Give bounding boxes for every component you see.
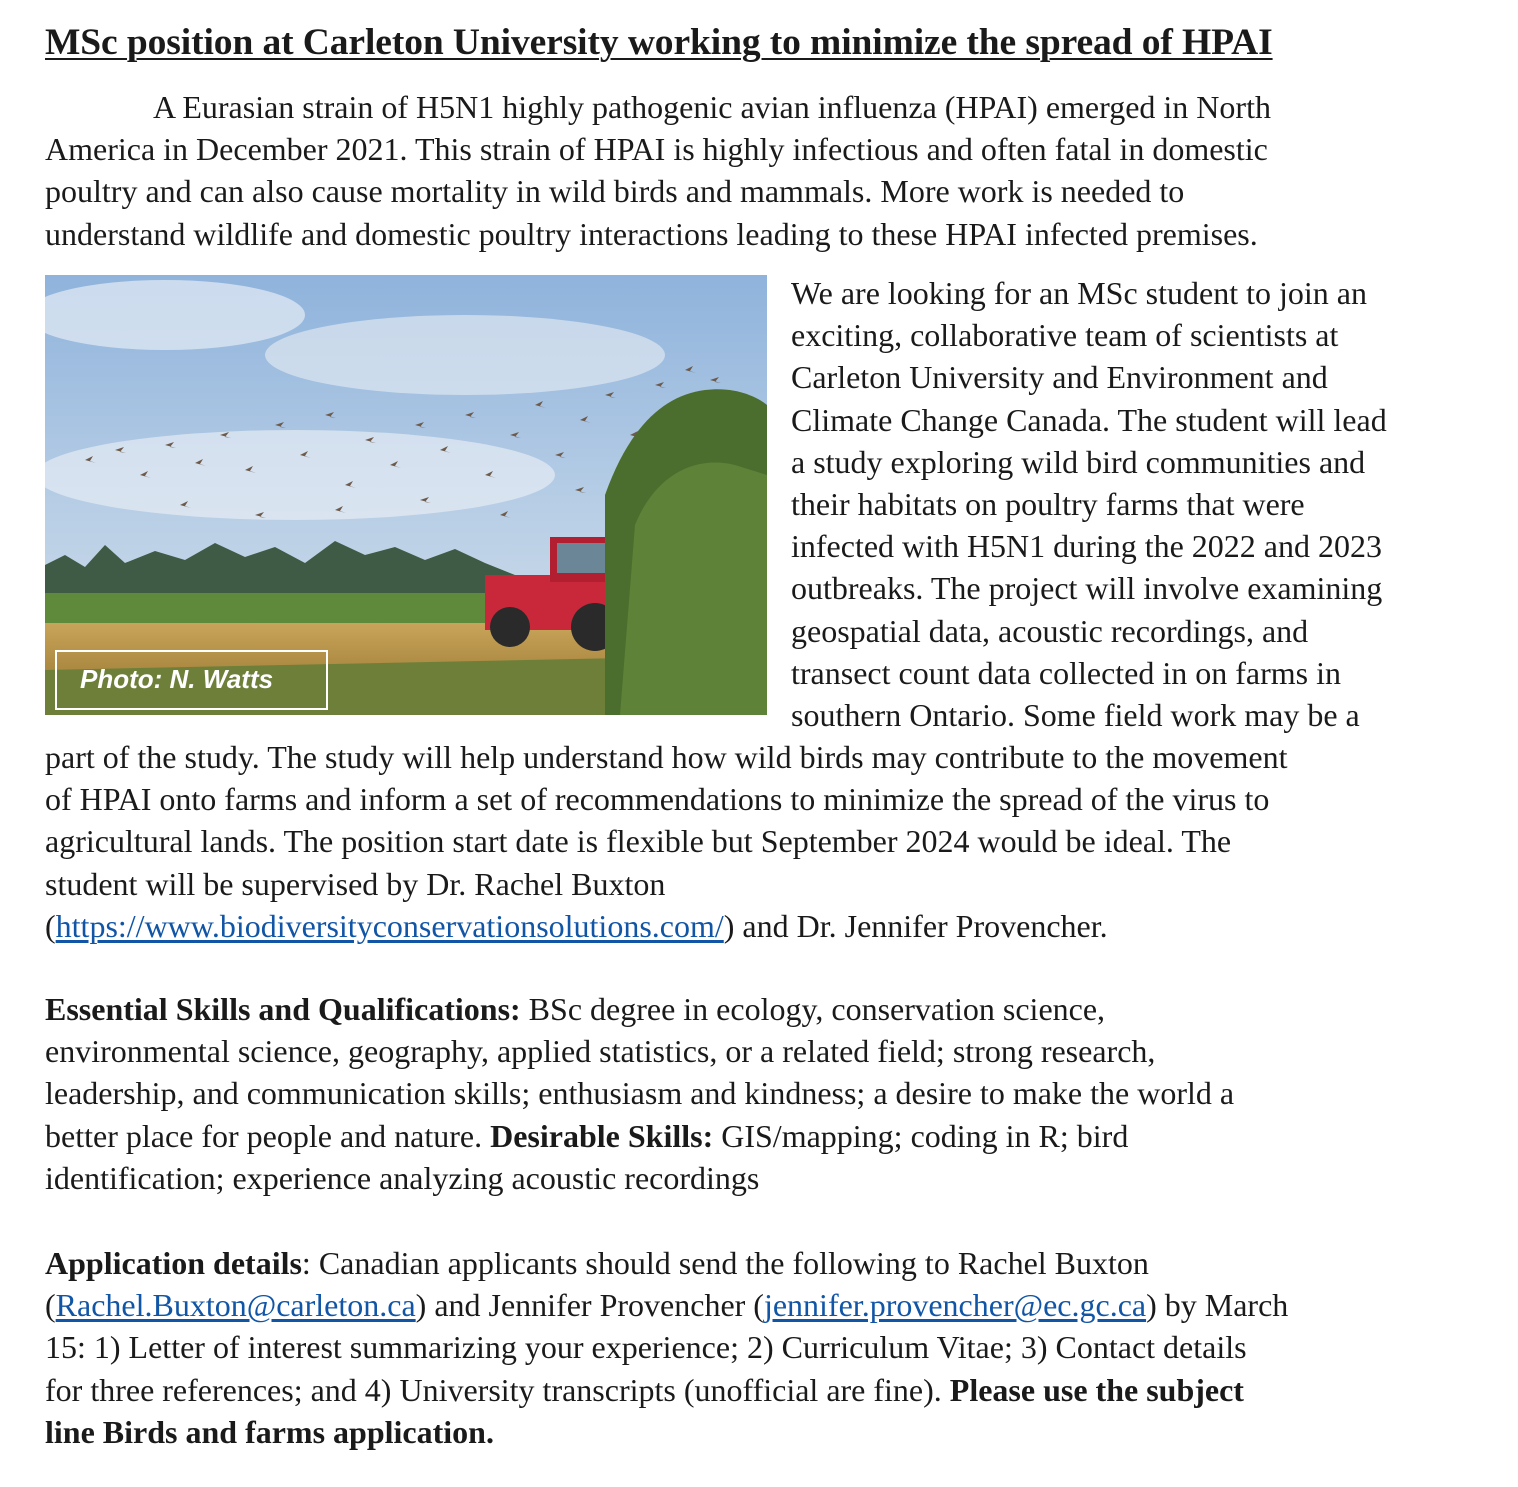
body-line: of HPAI onto farms and inform a set of recommendations to minimize the spread of the virus to xyxy=(45,781,1270,818)
side-line: We are looking for an MSc student to join an xyxy=(791,275,1367,311)
skills-line: leadership, and communication skills; enthusiasm and kindness; a desire to make the world a xyxy=(45,1075,1235,1112)
application-line: 15: 1) Letter of interest summarizing your experience; 2) Curriculum Vitae; 3) Contact details xyxy=(45,1329,1247,1366)
desirable-skills-heading: Desirable Skills: xyxy=(490,1117,714,1154)
skills-line: identification; experience analyzing acoustic recordings xyxy=(45,1159,760,1196)
intro-line: A Eurasian strain of H5N1 highly pathogenic avian influenza (HPAI) emerged in North xyxy=(153,89,1271,125)
skills-line: better place for people and nature. Desirable Skills: GIS/mapping; coding in R; bird xyxy=(45,1117,1129,1154)
side-paragraph xyxy=(791,272,1491,736)
farm-photo-image xyxy=(45,275,767,715)
side-line: infected with H5N1 during the 2022 and 2023 xyxy=(791,528,1382,565)
side-line: geospatial data, acoustic recordings, and xyxy=(791,612,1309,649)
skills-paragraph xyxy=(45,988,1490,1199)
application-paragraph xyxy=(45,1242,1490,1453)
intro-line: understand wildlife and domestic poultry interactions leading to these HPAI infected premises. xyxy=(45,215,1258,252)
email-link-buxton[interactable]: Rachel.Buxton@carleton.ca xyxy=(55,1287,416,1324)
application-heading: Application details xyxy=(45,1245,302,1281)
side-line: their habitats on poultry farms that were xyxy=(791,486,1305,523)
essential-skills-heading: Essential Skills and Qualifications: xyxy=(45,991,521,1027)
body-line: student will be supervised by Dr. Rachel Buxton xyxy=(45,865,666,902)
application-line: (Rachel.Buxton@carleton.ca) and Jennifer Provencher (jennifer.provencher@ec.gc.ca) by March xyxy=(45,1287,1289,1324)
farm-photo xyxy=(45,275,767,715)
side-line: exciting, collaborative team of scientists at xyxy=(791,317,1339,354)
intro-line: America in December 2021. This strain of HPAI is highly infectious and often fatal in domestic xyxy=(45,131,1268,168)
page-title: MSc position at Carleton University working to minimize the spread of HPAI xyxy=(45,22,1273,63)
skills-line: Essential Skills and Qualifications: BSc degree in ecology, conservation science, xyxy=(45,991,1106,1027)
intro-paragraph xyxy=(45,86,1490,255)
photo-credit: Photo: N. Watts xyxy=(55,650,328,710)
website-link[interactable]: https://www.biodiversityconservationsolutions.com/ xyxy=(55,907,724,944)
side-line: Climate Change Canada. The student will lead xyxy=(791,401,1387,438)
side-line: a study exploring wild bird communities and xyxy=(791,443,1366,480)
subject-line-instruction: Please use the subject xyxy=(949,1371,1244,1408)
side-line: southern Ontario. Some field work may be a xyxy=(791,697,1360,734)
body-line: agricultural lands. The position start date is flexible but September 2024 would be ideal. The xyxy=(45,823,1232,860)
email-link-provencher[interactable]: jennifer.provencher@ec.gc.ca xyxy=(763,1287,1147,1324)
application-line: for three references; and 4) University transcripts (unofficial are fine). Please use the subject xyxy=(45,1371,1244,1408)
intro-line: poultry and can also cause mortality in wild birds and mammals. More work is needed to xyxy=(45,173,1185,210)
body-line: part of the study. The study will help understand how wild birds may contribute to the movement xyxy=(45,739,1288,775)
body-paragraph xyxy=(45,736,1490,947)
subject-line-instruction-end: line Birds and farms application. xyxy=(45,1413,494,1450)
side-line: Carleton University and Environment and xyxy=(791,359,1328,396)
website-line: (https://www.biodiversityconservationsolutions.com/) and Dr. Jennifer Provencher. xyxy=(45,907,1108,944)
skills-line: environmental science, geography, applied statistics, or a related field; strong research, xyxy=(45,1033,1156,1070)
application-line: Application details: Canadian applicants should send the following to Rachel Buxton xyxy=(45,1245,1149,1281)
side-line: transect count data collected in on farms in xyxy=(791,654,1342,691)
side-line: outbreaks. The project will involve examining xyxy=(791,570,1383,607)
